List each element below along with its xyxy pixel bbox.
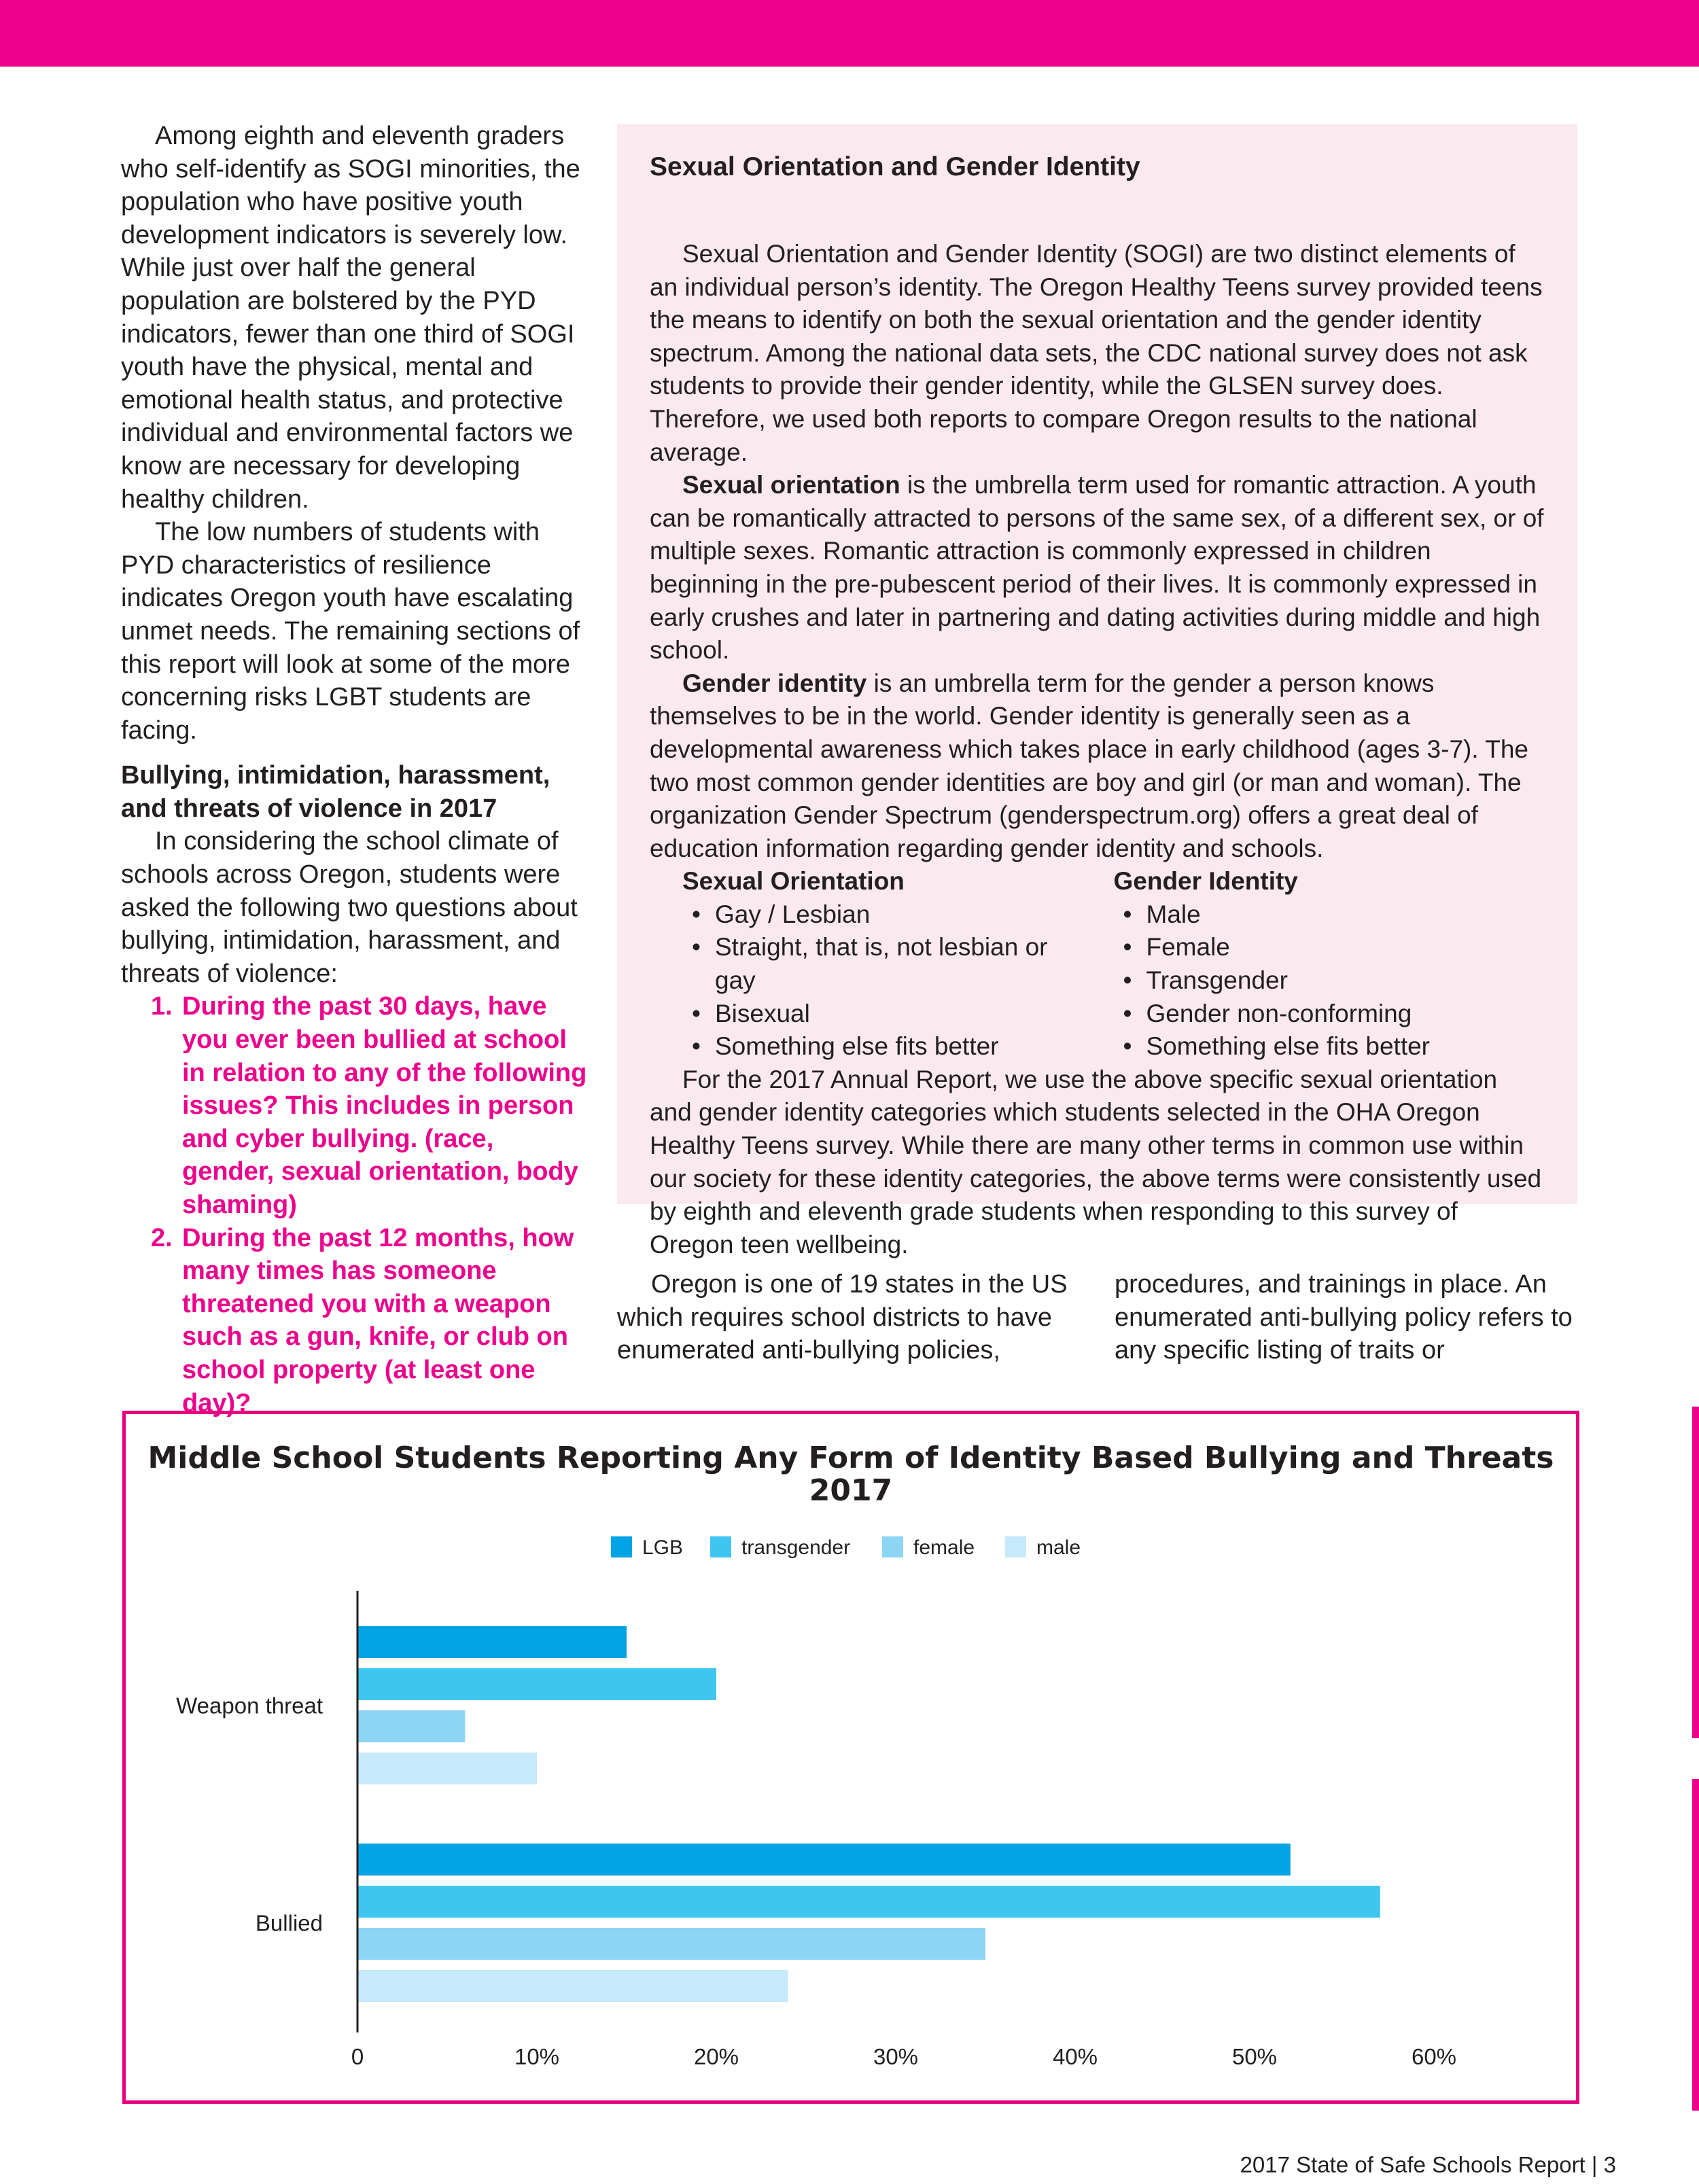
legend-label: LGB: [642, 1536, 684, 1559]
chart-canvas: [126, 1414, 1576, 2100]
bar-lgb-weapon-threat: [357, 1626, 627, 1658]
gender-identity-heading: Gender Identity: [1113, 867, 1298, 896]
term-sexual-orientation: Sexual orientation: [682, 471, 900, 499]
list-item: • Transgender: [1114, 964, 1545, 998]
sidebar-intro-paragraph: Sexual Orientation and Gender Identity (SOGI) are two distinct elements of an individual person’s identity. The Oregon Healthy Teens survey provided teens the means to identify on both the sexual orientation and the gender identity spectrum. Among the national data sets, the CDC national survey does not ask students to provide their gender identity, while the GLSEN survey does. Therefore, we used both reports to compare Oregon results to the national average.: [650, 240, 1543, 466]
category-label: Bullied: [255, 1910, 323, 1936]
legend-swatch: [710, 1536, 731, 1557]
bar-male-weapon-threat: [357, 1753, 537, 1784]
intro-paragraph: Among eighth and eleventh graders who self-identify as SOGI minorities, the population who have positive youth development indicators is severely low. While just over half the general population are bolstered by the PYD indicators, fewer than one third of SOGI youth have the physical, mental and emotional health status, and protective individual and environmental factors we know are necessary for developing healthy children.: [121, 122, 580, 514]
question-text: During the past 12 months, how many times has someone threatened you with a weapon such as a gun, knife, or club on school property (at least one day)?: [182, 1223, 574, 1417]
chart-legend: [611, 1536, 1081, 1559]
list-item: • Straight, that is, not lesbian or gay: [682, 931, 1055, 997]
tick-label: 0: [351, 2044, 364, 2069]
bar-male-bullied: [357, 1970, 788, 2002]
sexual-orientation-heading: Sexual Orientation: [682, 867, 905, 896]
bar-transgender-bullied: [357, 1886, 1380, 1918]
category-label: Weapon threat: [176, 1693, 323, 1719]
chart-title: Middle School Students Reporting Any Form of Identity Based Bullying and Threats: [147, 1441, 1554, 1475]
sogi-sidebar: [617, 124, 1577, 1258]
gender-identity-list: [1114, 898, 1545, 1063]
identity-categories: [682, 865, 1545, 1063]
sexual-orientation-column: [682, 865, 1114, 1063]
chart-category-labels: [176, 1693, 323, 1936]
sexual-orientation-definition: is the umbrella term used for romantic attraction. A youth can be romantically attracted to persons of the same sex, of a different sex, or of multiple sexes. Romantic attraction is commonly expressed in children beginning in the pre-pubescent period of their lives. It is commonly expressed in early crushes and later in partnering and dating activities during middle and high school.: [650, 471, 1544, 665]
bottom-paragraph-1: Oregon is one of 19 states in the US which requires school districts to have enumerated anti-bullying policies,: [617, 1270, 1068, 1365]
bottom-paragraph-2: procedures, and trainings in place. An enumerated anti-bullying policy refers to any specific listing of traits or: [1115, 1270, 1573, 1365]
list-item: • Gay / Lesbian: [682, 898, 1114, 932]
question-text: During the past 30 days, have you ever been bullied at school in relation to any of the following issues? This includes in person and cyber bullying. (race, gender, sexual orientation, body shaming): [182, 992, 587, 1219]
list-item: • Something else fits better: [1114, 1030, 1545, 1063]
sexual-orientation-paragraph: [650, 469, 1545, 667]
tick-label: 20%: [693, 2044, 739, 2069]
list-item: • Male: [1114, 898, 1545, 932]
legend-swatch: [1005, 1536, 1026, 1557]
term-gender-identity: Gender identity: [682, 669, 867, 697]
pyd-paragraph: The low numbers of students with PYD characteristics of resilience indicates Oregon youth have escalating unmet needs. The remaining sections of this report will look at some of the more concerning risks LGBT students are facing.: [121, 518, 580, 745]
bottom-text-column-1: [617, 1268, 1079, 1367]
bar-female-weapon-threat: [357, 1710, 465, 1742]
legend-label: female: [913, 1536, 975, 1559]
chart-bars: [357, 1626, 1380, 2002]
bar-female-bullied: [357, 1928, 985, 1960]
gender-identity-paragraph: [650, 667, 1545, 866]
list-item: • Something else fits better: [682, 1030, 1114, 1063]
annual-report-paragraph: For the 2017 Annual Report, we use the above specific sexual orientation and gender identity categories which students selected in the OHA Oregon Healthy Teens survey. While there are many other terms in common use within our society for these identity categories, the above terms were consistently used by eighth and eleventh grade students when responding to this survey of Oregon teen wellbeing.: [650, 1065, 1542, 1258]
left-column: [121, 120, 590, 1420]
question-number: 2.: [151, 1223, 173, 1252]
legend-label: male: [1036, 1536, 1081, 1559]
list-item: • Bisexual: [682, 998, 1114, 1031]
tick-label: 50%: [1231, 2044, 1278, 2069]
survey-question: [151, 990, 590, 1221]
list-item: • Gender non-conforming: [1114, 998, 1545, 1031]
survey-question: [151, 1222, 590, 1420]
legend-label: transgender: [741, 1536, 851, 1559]
tick-label: 30%: [873, 2044, 919, 2069]
gender-identity-column: [1114, 865, 1545, 1063]
chart-tick-labels: [351, 2044, 1456, 2069]
gender-identity-definition: is an umbrella term for the gender a person knows themselves to be in the world. Gender identity is generally seen as a developmental awareness which takes place in early childhood (ages 3-7). The two most common gender identities are boy and girl (or man and woman). The organization Gender Spectrum (genderspectrum.org) offers a great deal of education information regarding gender identity and schools.: [650, 669, 1528, 862]
bar-lgb-bullied: [357, 1844, 1291, 1875]
page-footer: 2017 State of Safe Schools Report | 3: [1240, 2152, 1616, 2177]
bullying-heading: Bullying, intimidation, harassment, and threats of violence in 2017: [121, 761, 550, 823]
edge-tab-mark: [1692, 1779, 1699, 2111]
edge-tab-mark: [1692, 1407, 1699, 1738]
bottom-text-column-2: [1115, 1268, 1583, 1367]
sexual-orientation-list: [682, 898, 1114, 1063]
sidebar-title: Sexual Orientation and Gender Identity: [650, 152, 1140, 181]
survey-questions-list: [121, 990, 590, 1420]
school-climate-paragraph: In considering the school climate of schools across Oregon, students were asked the following two questions about bullying, intimidation, harassment, and threats of violence:: [121, 827, 578, 988]
legend-swatch: [882, 1536, 903, 1557]
legend-swatch: [611, 1536, 632, 1557]
question-number: 1.: [151, 992, 173, 1021]
tick-label: 40%: [1052, 2044, 1098, 2069]
bullying-chart: [122, 1411, 1579, 2104]
tick-label: 60%: [1411, 2044, 1457, 2069]
list-item: • Female: [1114, 931, 1545, 964]
bar-transgender-weapon-threat: [357, 1668, 716, 1700]
tick-label: 10%: [514, 2044, 560, 2069]
top-accent-bar: [0, 0, 1699, 67]
chart-title-continued: 2017: [809, 1473, 893, 1508]
